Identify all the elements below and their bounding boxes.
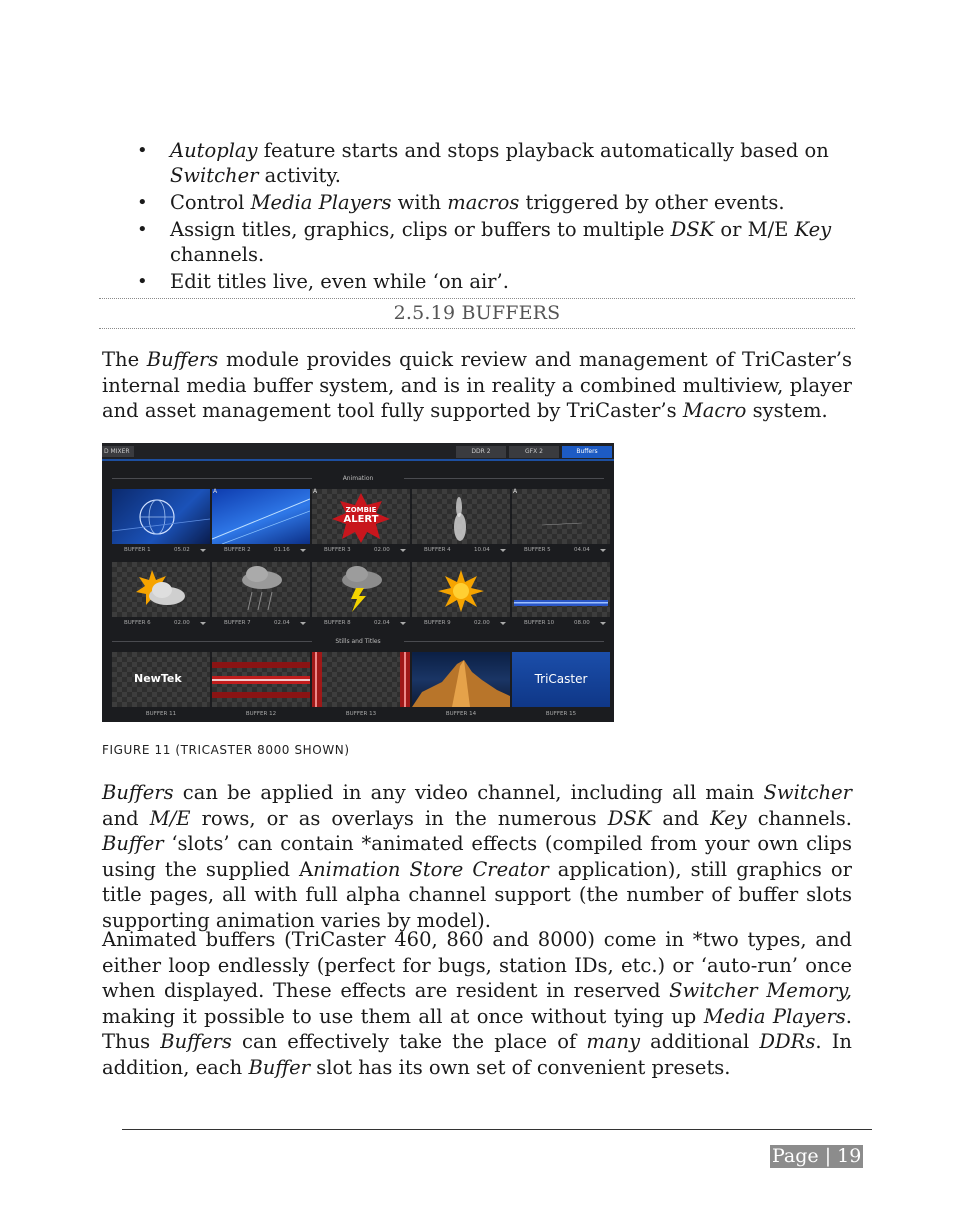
sun-icon (412, 562, 510, 617)
buffer-label: BUFFER 9 02.00 (412, 618, 510, 629)
buffer-thumb-sun (412, 562, 510, 617)
buffer-thumb-title-bars (212, 652, 310, 707)
zombie-text: ZOMBIE ALERT (343, 506, 379, 525)
bullet-item-macros: • Control Media Players with macros triggered by other events. (137, 190, 853, 215)
figure-tab-bar (102, 443, 614, 461)
buffer-thumb-empty (512, 489, 610, 544)
buffer-thumb-smoke (412, 489, 510, 544)
intro-paragraph: The Buffers module provides quick review and management of TriCaster’s internal media buffer system, and is in reality a combined multiview, player and asset management tool fully supported by TriCaster’s Macro system. (102, 348, 852, 422)
light-streaks-icon (212, 489, 310, 544)
city-skyline-icon (412, 652, 510, 707)
buffer-thumb-rain-cloud (212, 562, 310, 617)
bullet-item-assign: • Assign titles, graphics, clips or buffers to multiple DSK or M/E Key channels. (137, 217, 853, 267)
chevron-down-icon (500, 549, 506, 552)
buffer-label: BUFFER 15 (545, 711, 577, 717)
buffer-thumb-side-bars (312, 652, 410, 707)
particle-icon (512, 489, 610, 544)
buffer-label: BUFFER 4 10.04 (412, 545, 510, 556)
buffer-thumb-newtek-logo (112, 652, 210, 707)
buffer-thumb-tricaster-logo (512, 652, 610, 707)
chevron-down-icon (200, 622, 206, 625)
buffer-label: BUFFER 11 (145, 711, 177, 717)
sun-cloud-icon (112, 562, 210, 617)
buffer-label: BUFFER 6 02.00 (112, 618, 210, 629)
bullet-item-edit-titles: • Edit titles live, even while ‘on air’. (137, 269, 853, 294)
buffer-label: BUFFER 10 08.00 (512, 618, 610, 629)
globe-icon (112, 489, 210, 544)
buffer-label: BUFFER 12 (245, 711, 277, 717)
smoke-icon (412, 489, 510, 544)
animated-buffers-paragraph: Animated buffers (TriCaster 460, 860 and 8000) come in *two types, and either loop endlessly (perfect for bugs, station IDs, etc.) or ‘auto-run’ once when displayed. These effects are resident in reserved Switcher Memory, making it possible to use them all at once without tying up Media Players. Thus Buffers can effectively take the place of many additional DDRs. In addition, each Buffer slot has its own set of convenient presets. (102, 928, 852, 1079)
buffers-screenshot-figure (102, 443, 614, 722)
buffer-label: BUFFER 13 (345, 711, 377, 717)
buffer-label: BUFFER 2 01.16 (212, 545, 310, 556)
page-number: Page | 19 (772, 1145, 862, 1167)
chevron-down-icon (300, 622, 306, 625)
bullet-item-autoplay: • Autoplay feature starts and stops playback automatically based on Switcher activity. (137, 138, 853, 188)
chevron-down-icon (400, 549, 406, 552)
buffer-thumb-globe (112, 489, 210, 544)
lower-third-bar-icon (512, 562, 610, 617)
chevron-down-icon (500, 622, 506, 625)
buffer-label: BUFFER 1 05.02 (112, 545, 210, 556)
buffers-usage-paragraph: Buffers can be applied in any video channel, including all main Switcher and M/E rows, or as overlays in the numerous DSK and Key channels. Buffer ‘slots’ can contain *animated effects (compiled from your own clips using the supplied Animation Store Creator application), still graphics or title pages, all with full alpha channel support (the number of buffer slots supporting animation varies by model). (102, 781, 852, 932)
chevron-down-icon (600, 622, 606, 625)
footer-rule (122, 1129, 872, 1130)
animation-section-title: Animation (112, 474, 604, 483)
tab-mixer: D MIXER (102, 446, 134, 457)
animated-badge: A (313, 488, 318, 495)
chevron-down-icon (200, 549, 206, 552)
side-bars-icon (312, 652, 410, 707)
buffer-thumb-sun-cloud (112, 562, 210, 617)
newtek-logo: NewTek (134, 672, 182, 685)
animated-badge: A (513, 488, 518, 495)
chevron-down-icon (600, 549, 606, 552)
buffer-thumb-lower-third (512, 562, 610, 617)
feature-bullet-list (137, 138, 853, 296)
chevron-down-icon (400, 622, 406, 625)
tricaster-logo: TriCaster (534, 672, 588, 686)
lightning-cloud-icon (312, 562, 410, 617)
tab-buffers: Buffers (562, 446, 612, 458)
stills-section-title: Stills and Titles (112, 637, 604, 646)
buffer-label: BUFFER 5 04.04 (512, 545, 610, 556)
buffer-thumb-newtek-blue (212, 489, 310, 544)
chevron-down-icon (300, 549, 306, 552)
title-bars-icon (212, 652, 310, 707)
buffer-label: BUFFER 14 (445, 711, 477, 717)
tab-ddr2: DDR 2 (456, 446, 506, 458)
rain-cloud-icon (212, 562, 310, 617)
animated-badge: A (213, 488, 218, 495)
buffer-thumb-city-night (412, 652, 510, 707)
tab-gfx2: GFX 2 (509, 446, 559, 458)
figure-caption: FIGURE 11 (TRICASTER 8000 SHOWN) (102, 743, 350, 757)
buffer-label: BUFFER 7 02.04 (212, 618, 310, 629)
buffer-thumb-storm-cloud (312, 562, 410, 617)
buffer-thumb-zombie-alert (312, 489, 410, 544)
buffer-label: BUFFER 8 02.04 (312, 618, 410, 629)
section-heading: 2.5.19 BUFFERS (99, 298, 855, 329)
buffer-label: BUFFER 3 02.00 (312, 545, 410, 556)
